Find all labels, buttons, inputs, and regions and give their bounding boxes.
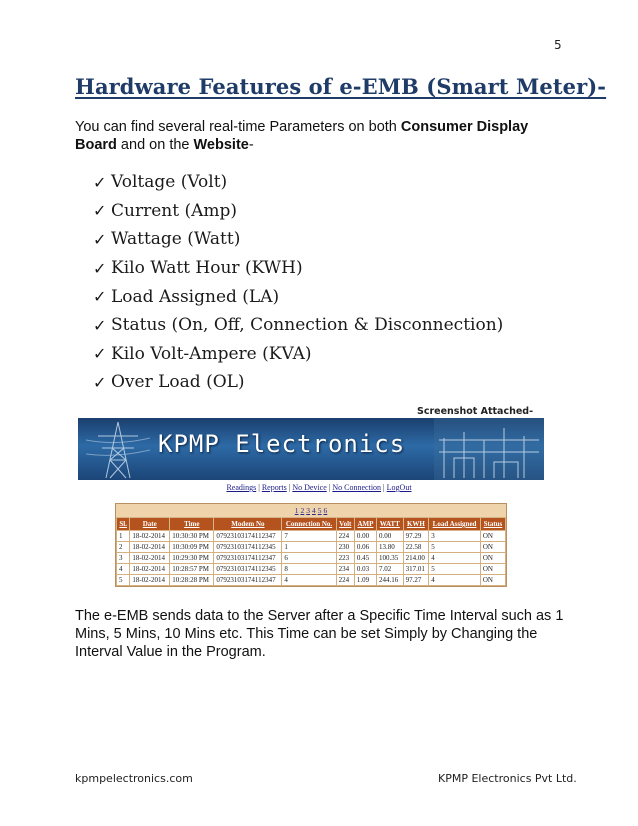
table-cell: 10:30:30 PM [170,531,214,542]
table-row [117,542,506,553]
checkmark-icon: ✓ [93,372,107,392]
table-cell: 2 [117,542,130,553]
table-cell: 1 [117,531,130,542]
pager-link[interactable]: 5 [317,506,322,515]
table-cell: 22.58 [403,542,429,553]
table-cell: 234 [336,564,354,575]
feature-label: Voltage (Volt) [111,172,228,193]
column-header[interactable]: Modem No [214,518,282,531]
checkmark-icon: ✓ [93,201,107,221]
table-cell: 18-02-2014 [130,553,170,564]
table-pager [116,504,506,517]
table-cell: ON [480,553,505,564]
table-cell: 0.06 [354,542,376,553]
table-cell: 6 [282,553,336,564]
table-header-row [117,518,506,531]
footer-website: kpmpelectronics.com [75,772,193,785]
nav-separator: | [258,483,260,492]
feature-item [93,254,503,283]
table-cell: 18-02-2014 [130,575,170,586]
outro-paragraph: The e-EMB sends data to the Server after a Specific Time Interval such as 1 Mins, 5 Mins, 10 Mins etc. This Time can be set Simply by Changing the Interval Value in the Program. [75,608,564,660]
table-body [117,531,506,586]
table-cell: 97.27 [403,575,429,586]
transmission-tower-icon [86,420,150,480]
table-cell: 18-02-2014 [130,564,170,575]
intro-text-3: - [248,137,254,153]
table-cell: 10:28:28 PM [170,575,214,586]
table-cell: 10:29:30 PM [170,553,214,564]
nav-link-logout[interactable]: LogOut [386,483,412,492]
table-cell: 317.01 [403,564,429,575]
table-cell: 214.00 [403,553,429,564]
intro-paragraph [75,118,555,154]
table-cell: 7 [282,531,336,542]
column-header[interactable]: Status [480,518,505,531]
pager-link[interactable]: 3 [306,506,310,515]
column-header[interactable]: Connection No. [282,518,336,531]
feature-item [93,168,503,197]
feature-label: Over Load (OL) [111,372,245,393]
column-header[interactable]: KWH [403,518,429,531]
feature-item [93,311,503,340]
pager-link[interactable]: 4 [312,506,316,515]
table-cell: 0.00 [354,531,376,542]
table-cell: 5 [429,564,481,575]
table-cell: 10:28:57 PM [170,564,214,575]
nav-link-readings[interactable]: Readings [226,483,257,492]
feature-item [93,225,503,254]
checkmark-icon: ✓ [93,229,107,249]
checkmark-icon: ✓ [93,172,107,192]
table-cell: 1 [282,542,336,553]
feature-item [93,197,503,226]
table-cell: 18-02-2014 [130,542,170,553]
column-header[interactable]: Volt [336,518,354,531]
table-cell: 4 [429,575,481,586]
column-header[interactable]: Sl. [117,518,130,531]
table-cell: 5 [117,575,130,586]
column-header[interactable]: WATT [377,518,404,531]
table-cell: 224 [336,531,354,542]
table-cell: 7.02 [377,564,404,575]
intro-bold-consumer-display: Consumer Display Board [75,119,529,153]
nav-link-no-connection[interactable]: No Connection [332,483,382,492]
column-header[interactable]: Date [130,518,170,531]
nav-separator: | [383,483,385,492]
section-heading: Hardware Features of e-EMB (Smart Meter)- [75,74,607,99]
intro-text-1: You can find several real-time Parameters on both [75,119,401,135]
table-cell: 13.80 [377,542,404,553]
pager-link[interactable]: 2 [300,506,305,515]
table-cell: 07923103174112347 [214,553,282,564]
feature-label: Current (Amp) [111,200,237,221]
table-cell: 07923103174112347 [214,575,282,586]
table-cell: ON [480,564,505,575]
feature-label: Kilo Volt-Ampere (KVA) [111,343,312,364]
column-header[interactable]: AMP [354,518,376,531]
column-header[interactable]: Time [170,518,214,531]
readings-table [116,517,506,586]
table-row [117,531,506,542]
nav-link-reports[interactable]: Reports [261,483,287,492]
checkmark-icon: ✓ [93,258,107,278]
table-cell: ON [480,542,505,553]
kpmp-banner [78,418,544,480]
table-cell: 0.03 [354,564,376,575]
table-cell: 244.16 [377,575,404,586]
feature-label: Status (On, Off, Connection & Disconnection) [111,315,504,336]
table-cell: 07923103174112345 [214,564,282,575]
feature-label: Kilo Watt Hour (KWH) [111,258,303,279]
table-cell: 07923103174112347 [214,531,282,542]
table-row [117,564,506,575]
table-row [117,575,506,586]
pager-link[interactable]: 6 [323,506,328,515]
table-cell: 0.00 [377,531,404,542]
column-header[interactable]: Load Assigned [429,518,481,531]
pager-link[interactable]: 1 [294,506,299,515]
table-cell: 5 [429,542,481,553]
table-cell: 3 [117,553,130,564]
table-cell: 223 [336,553,354,564]
intro-text-2: and on the [116,137,194,153]
footer-company: KPMP Electronics Pvt Ltd. [438,772,577,785]
feature-list [93,168,503,397]
table-row [117,553,506,564]
table-cell: 4 [117,564,130,575]
table-cell: 1.09 [354,575,376,586]
table-cell: ON [480,575,505,586]
table-cell: 3 [429,531,481,542]
table-cell: ON [480,531,505,542]
feature-label: Load Assigned (LA) [111,286,280,307]
screenshot-caption: Screenshot Attached- [417,406,534,417]
table-cell: 10:30:09 PM [170,542,214,553]
table-cell: 97.29 [403,531,429,542]
table-cell: 4 [282,575,336,586]
substation-image [434,418,544,480]
checkmark-icon: ✓ [93,344,107,364]
table-cell: 18-02-2014 [130,531,170,542]
table-cell: 0.45 [354,553,376,564]
checkmark-icon: ✓ [93,287,107,307]
page-number: 5 [554,38,562,52]
feature-item [93,282,503,311]
nav-link-no-device[interactable]: No Device [292,483,327,492]
table-cell: 224 [336,575,354,586]
checkmark-icon: ✓ [93,315,107,335]
intro-bold-website: Website [193,137,249,153]
table-cell: 07923103174112345 [214,542,282,553]
table-cell: 100.35 [377,553,404,564]
feature-item [93,340,503,369]
feature-item [93,368,503,397]
table-cell: 8 [282,564,336,575]
banner-title: KPMP Electronics [158,430,406,458]
table-cell: 4 [429,553,481,564]
nav-separator: | [328,483,331,492]
nav-separator: | [288,483,291,492]
readings-table-panel [115,503,507,587]
website-nav [0,483,638,492]
table-cell: 230 [336,542,354,553]
feature-label: Wattage (Watt) [111,229,241,250]
